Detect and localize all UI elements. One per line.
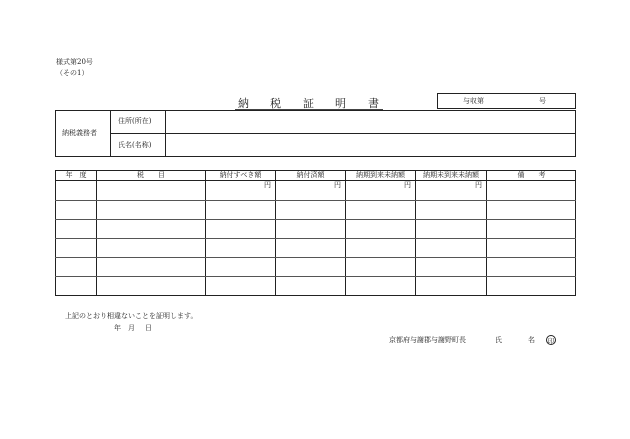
cert-number-suffix: 号 bbox=[539, 97, 546, 105]
title-char-3: 証 bbox=[303, 97, 314, 110]
date-month: 月 bbox=[128, 324, 135, 332]
title-char-5: 書 bbox=[368, 97, 379, 110]
unit-yen: 円 bbox=[404, 181, 411, 189]
signature-name-label-1: 氏 bbox=[495, 336, 502, 344]
cert-number-prefix: 与収第 bbox=[463, 97, 484, 105]
seal-icon: 印 bbox=[547, 337, 555, 345]
taxpayer-label: 納税義務者 bbox=[62, 129, 97, 137]
tax-table bbox=[55, 170, 576, 296]
signature-name-label-2: 名 bbox=[528, 336, 535, 344]
header-notdue-unpaid: 納期未到来未納額 bbox=[423, 171, 479, 179]
date-day: 日 bbox=[145, 324, 152, 332]
title-char-1: 納 bbox=[238, 97, 249, 110]
address-label: 住所(所在) bbox=[118, 117, 152, 125]
unit-yen: 円 bbox=[264, 181, 271, 189]
unit-yen: 円 bbox=[334, 181, 341, 189]
header-amount-due: 納付すべき額 bbox=[219, 171, 262, 179]
header-fiscal-year: 年 度 bbox=[65, 171, 87, 179]
header-overdue-unpaid: 納期到来未納額 bbox=[356, 171, 405, 179]
title-char-2: 税 bbox=[270, 97, 281, 110]
signature-office: 京都府与謝郡与謝野町長 bbox=[389, 336, 466, 344]
form-number-label: 様式第20号 bbox=[56, 58, 93, 66]
title-char-4: 明 bbox=[335, 97, 346, 110]
cert-number-box[interactable] bbox=[437, 93, 576, 109]
form-sub-label: （その1） bbox=[56, 69, 89, 77]
name-label: 氏名(名称) bbox=[118, 141, 152, 149]
header-remarks: 備 考 bbox=[517, 171, 546, 179]
date-year: 年 bbox=[114, 324, 121, 332]
certification-statement: 上記のとおり相違ないことを証明します。 bbox=[65, 312, 198, 320]
header-tax-item: 税 目 bbox=[137, 171, 165, 179]
unit-yen: 円 bbox=[475, 181, 482, 189]
header-amount-paid: 納付済額 bbox=[296, 171, 325, 179]
